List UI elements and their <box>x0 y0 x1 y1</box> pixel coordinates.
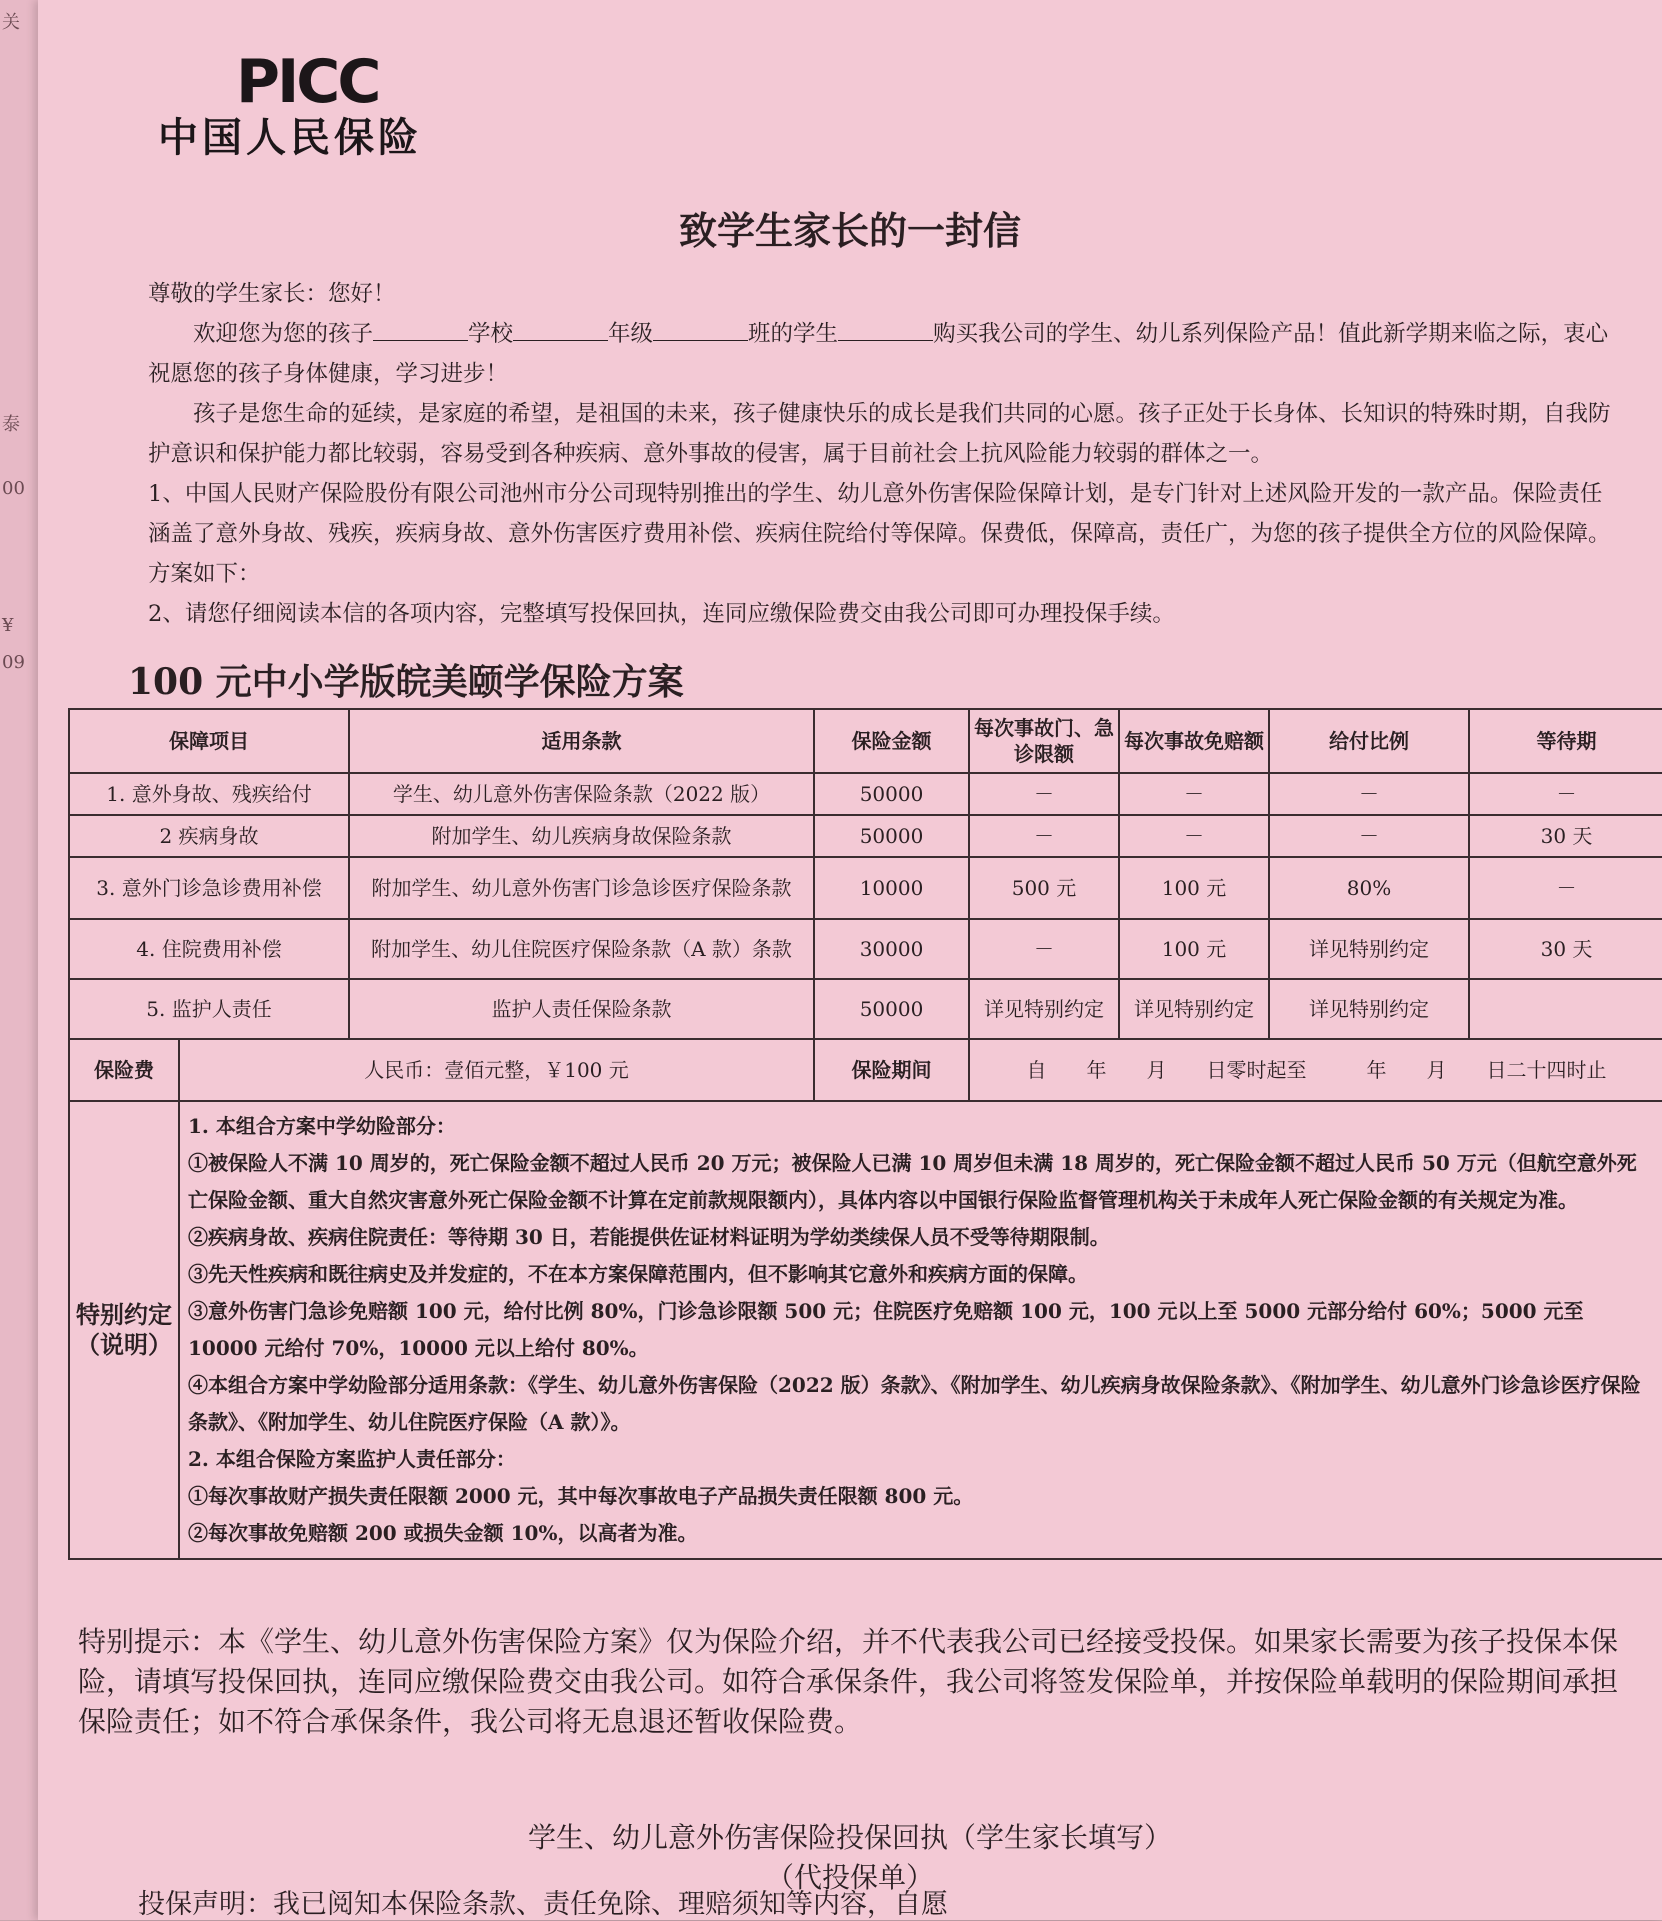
table-cell: 详见特别约定 <box>1269 919 1469 979</box>
table-cell: － <box>969 815 1119 857</box>
table-cell: － <box>1119 773 1269 815</box>
grade-blank[interactable] <box>653 320 748 341</box>
table-row <box>69 857 1662 919</box>
table-cell: 详见特别约定 <box>1269 979 1469 1039</box>
table-cell: 附加学生、幼儿意外伤害门诊急诊医疗保险条款 <box>349 857 814 919</box>
column-header: 每次事故免赔额 <box>1119 709 1269 773</box>
underlying-page <box>0 0 40 1920</box>
column-header: 保障项目 <box>69 709 349 773</box>
special-notice: 特别提示：本《学生、幼儿意外伤害保险方案》仅为保险介绍，并不代表我公司已经接受投保。如果家长需要为孩子投保本保险，请填写投保回执，连同应缴保险费交由我公司。如符合承保条件，我公司将签发保险单，并按保险单载明的保险期间承担保险责任；如不符合承保条件，我公司将无息退还暂收保险费。 <box>78 1625 1619 1738</box>
picc-logo <box>158 47 518 164</box>
letter-body <box>148 274 1618 634</box>
table-cell: 30 天 <box>1469 919 1662 979</box>
name-blank[interactable] <box>373 320 468 341</box>
table-cell: 附加学生、幼儿疾病身故保险条款 <box>349 815 814 857</box>
note-line: ④本组合方案中学幼险部分适用条款：《学生、幼儿意外伤害保险（2022 版）条款》、《附加学生、幼儿疾病身故保险条款》、《附加学生、幼儿意外门诊急诊医疗保险条款》、《附加学生、幼儿住院医疗保险（A 款）》。 <box>188 1373 1641 1434</box>
column-header: 适用条款 <box>349 709 814 773</box>
margin-fragment: 00 <box>2 478 25 499</box>
plan-title: 100 元中小学版皖美颐学保险方案 <box>128 661 684 703</box>
receipt-title: 学生、幼儿意外伤害保险投保回执（学生家长填写） <box>527 1821 1172 1854</box>
page-title: 致学生家长的一封信 <box>678 209 1021 253</box>
premium-value: 人民币：壹佰元整，￥100 元 <box>179 1039 814 1101</box>
table-cell: 50000 <box>814 773 969 815</box>
table-cell: － <box>1269 815 1469 857</box>
letter-page <box>38 0 1662 1920</box>
table-row <box>69 773 1662 815</box>
note-line: ②疾病身故、疾病住院责任：等待期 30 日，若能提供佐证材料证明为学幼类续保人员不受等待期限制。 <box>188 1225 1110 1249</box>
table-cell: 50000 <box>814 815 969 857</box>
note-line: ②每次事故免赔额 200 或损失金额 10%，以高者为准。 <box>188 1521 698 1545</box>
margin-fragment: 关 <box>2 12 20 33</box>
table-cell: 监护人责任保险条款 <box>349 979 814 1039</box>
note-line: 1. 本组合方案中学幼险部分： <box>188 1114 456 1138</box>
special-terms-label: 特别约定（说明） <box>69 1101 179 1559</box>
column-header: 保险金额 <box>814 709 969 773</box>
premium-row <box>69 1039 1662 1101</box>
letter-paragraph-1: 欢迎您为您的孩子 学校 年级 班的学生 购买我公司的学生、幼儿系列保险产品！值此新学期来临之际，衷心祝愿您的孩子身体健康，学习进步！ <box>148 321 1609 387</box>
table-cell <box>1469 979 1662 1039</box>
letter-paragraph-4: 2、请您仔细阅读本信的各项内容，完整填写投保回执，连同应缴保险费交由我公司即可办理投保手续。 <box>148 601 1175 627</box>
note-line: ①每次事故财产损失责任限额 2000 元，其中每次事故电子产品损失责任限额 800 元。 <box>188 1484 974 1508</box>
table-cell: － <box>969 919 1119 979</box>
receipt-subtitle: （代投保单） <box>765 1861 934 1894</box>
school-blank[interactable] <box>513 320 608 341</box>
table-cell: － <box>1469 857 1662 919</box>
period-label: 保险期间 <box>814 1039 969 1101</box>
table-cell: － <box>1119 815 1269 857</box>
table-cell: 100 元 <box>1119 919 1269 979</box>
table-cell: 3. 意外门诊急诊费用补偿 <box>69 857 349 919</box>
note-line: ①被保险人不满 10 周岁的，死亡保险金额不超过人民币 20 万元；被保险人已满 10 周岁但未满 18 周岁的，死亡保险金额不超过人民币 50 万元（但航空意外死亡保险金额、重大自然灾害意外死亡保险金额不计算在定前款规限额内），具体内容以中国银行保险监督管理机构关于未成年人死亡保险金额的有关规定为准。 <box>188 1151 1637 1212</box>
margin-fragment: ¥ <box>2 615 14 636</box>
letter-paragraph-2: 孩子是您生命的延续，是家庭的希望，是祖国的未来，孩子健康快乐的成长是我们共同的心愿。孩子正处于长身体、长知识的特殊时期，自我防护意识和保护能力都比较弱，容易受到各种疾病、意外事故的侵害，属于目前社会上抗风险能力较弱的群体之一。 <box>148 401 1611 467</box>
table-cell: 2 疾病身故 <box>69 815 349 857</box>
table-cell: 详见特别约定 <box>1119 979 1269 1039</box>
column-header: 给付比例 <box>1269 709 1469 773</box>
letter-paragraph-3: 1、中国人民财产保险股份有限公司池州市分公司现特别推出的学生、幼儿意外伤害保险保障计划，是专门针对上述风险开发的一款产品。保险责任涵盖了意外身故、残疾，疾病身故、意外伤害医疗费用补偿、疾病住院给付等保障。保费低，保障高，责任广，为您的孩子提供全方位的风险保障。方案如下： <box>148 481 1611 587</box>
declaration-text: 投保声明：我已阅知本保险条款、责任免除、理赔须知等内容，自愿 <box>138 1889 948 1920</box>
column-header: 等待期 <box>1469 709 1662 773</box>
logo-mark: PICC <box>236 47 379 117</box>
table-cell: － <box>969 773 1119 815</box>
table-cell: 详见特别约定 <box>969 979 1119 1039</box>
table-row <box>69 919 1662 979</box>
table-cell: 80% <box>1269 857 1469 919</box>
table-cell: 1. 意外身故、残疾给付 <box>69 773 349 815</box>
greeting: 尊敬的学生家长：您好！ <box>148 281 396 307</box>
premium-label: 保险费 <box>69 1039 179 1101</box>
table-cell: 100 元 <box>1119 857 1269 919</box>
table-cell: 30000 <box>814 919 969 979</box>
column-header: 每次事故门、急诊限额 <box>969 709 1119 773</box>
table-cell: 10000 <box>814 857 969 919</box>
student-blank[interactable] <box>838 320 933 341</box>
table-row <box>69 979 1662 1039</box>
table-cell: 50000 <box>814 979 969 1039</box>
special-terms-notes <box>179 1101 1662 1559</box>
margin-fragment: 泰 <box>2 414 20 435</box>
table-cell: － <box>1469 773 1662 815</box>
table-cell: 30 天 <box>1469 815 1662 857</box>
coverage-table <box>68 708 1662 1560</box>
table-row <box>69 815 1662 857</box>
table-cell: － <box>1269 773 1469 815</box>
special-terms-row <box>69 1101 1662 1559</box>
table-header-row <box>69 709 1662 773</box>
margin-fragment: 09 <box>2 652 25 673</box>
note-line: 2. 本组合保险方案监护人责任部分： <box>188 1447 516 1471</box>
table-cell: 5. 监护人责任 <box>69 979 349 1039</box>
period-value: 自 年 月 日零时起至 年 月 日二十四时止 <box>969 1039 1662 1101</box>
table-cell: 附加学生、幼儿住院医疗保险条款（A 款）条款 <box>349 919 814 979</box>
note-line: ③意外伤害门急诊免赔额 100 元，给付比例 80%，门诊急诊限额 500 元；住院医疗免赔额 100 元，100 元以上至 5000 元部分给付 60%；5000 元至 10000 元给付 70%，10000 元以上给付 80%。 <box>188 1299 1584 1360</box>
note-line: ③先天性疾病和既往病史及并发症的，不在本方案保障范围内，但不影响其它意外和疾病方面的保障。 <box>188 1262 1088 1286</box>
table-cell: 4. 住院费用补偿 <box>69 919 349 979</box>
logo-text: 中国人民保险 <box>158 115 422 161</box>
table-cell: 500 元 <box>969 857 1119 919</box>
table-cell: 学生、幼儿意外伤害保险条款（2022 版） <box>349 773 814 815</box>
